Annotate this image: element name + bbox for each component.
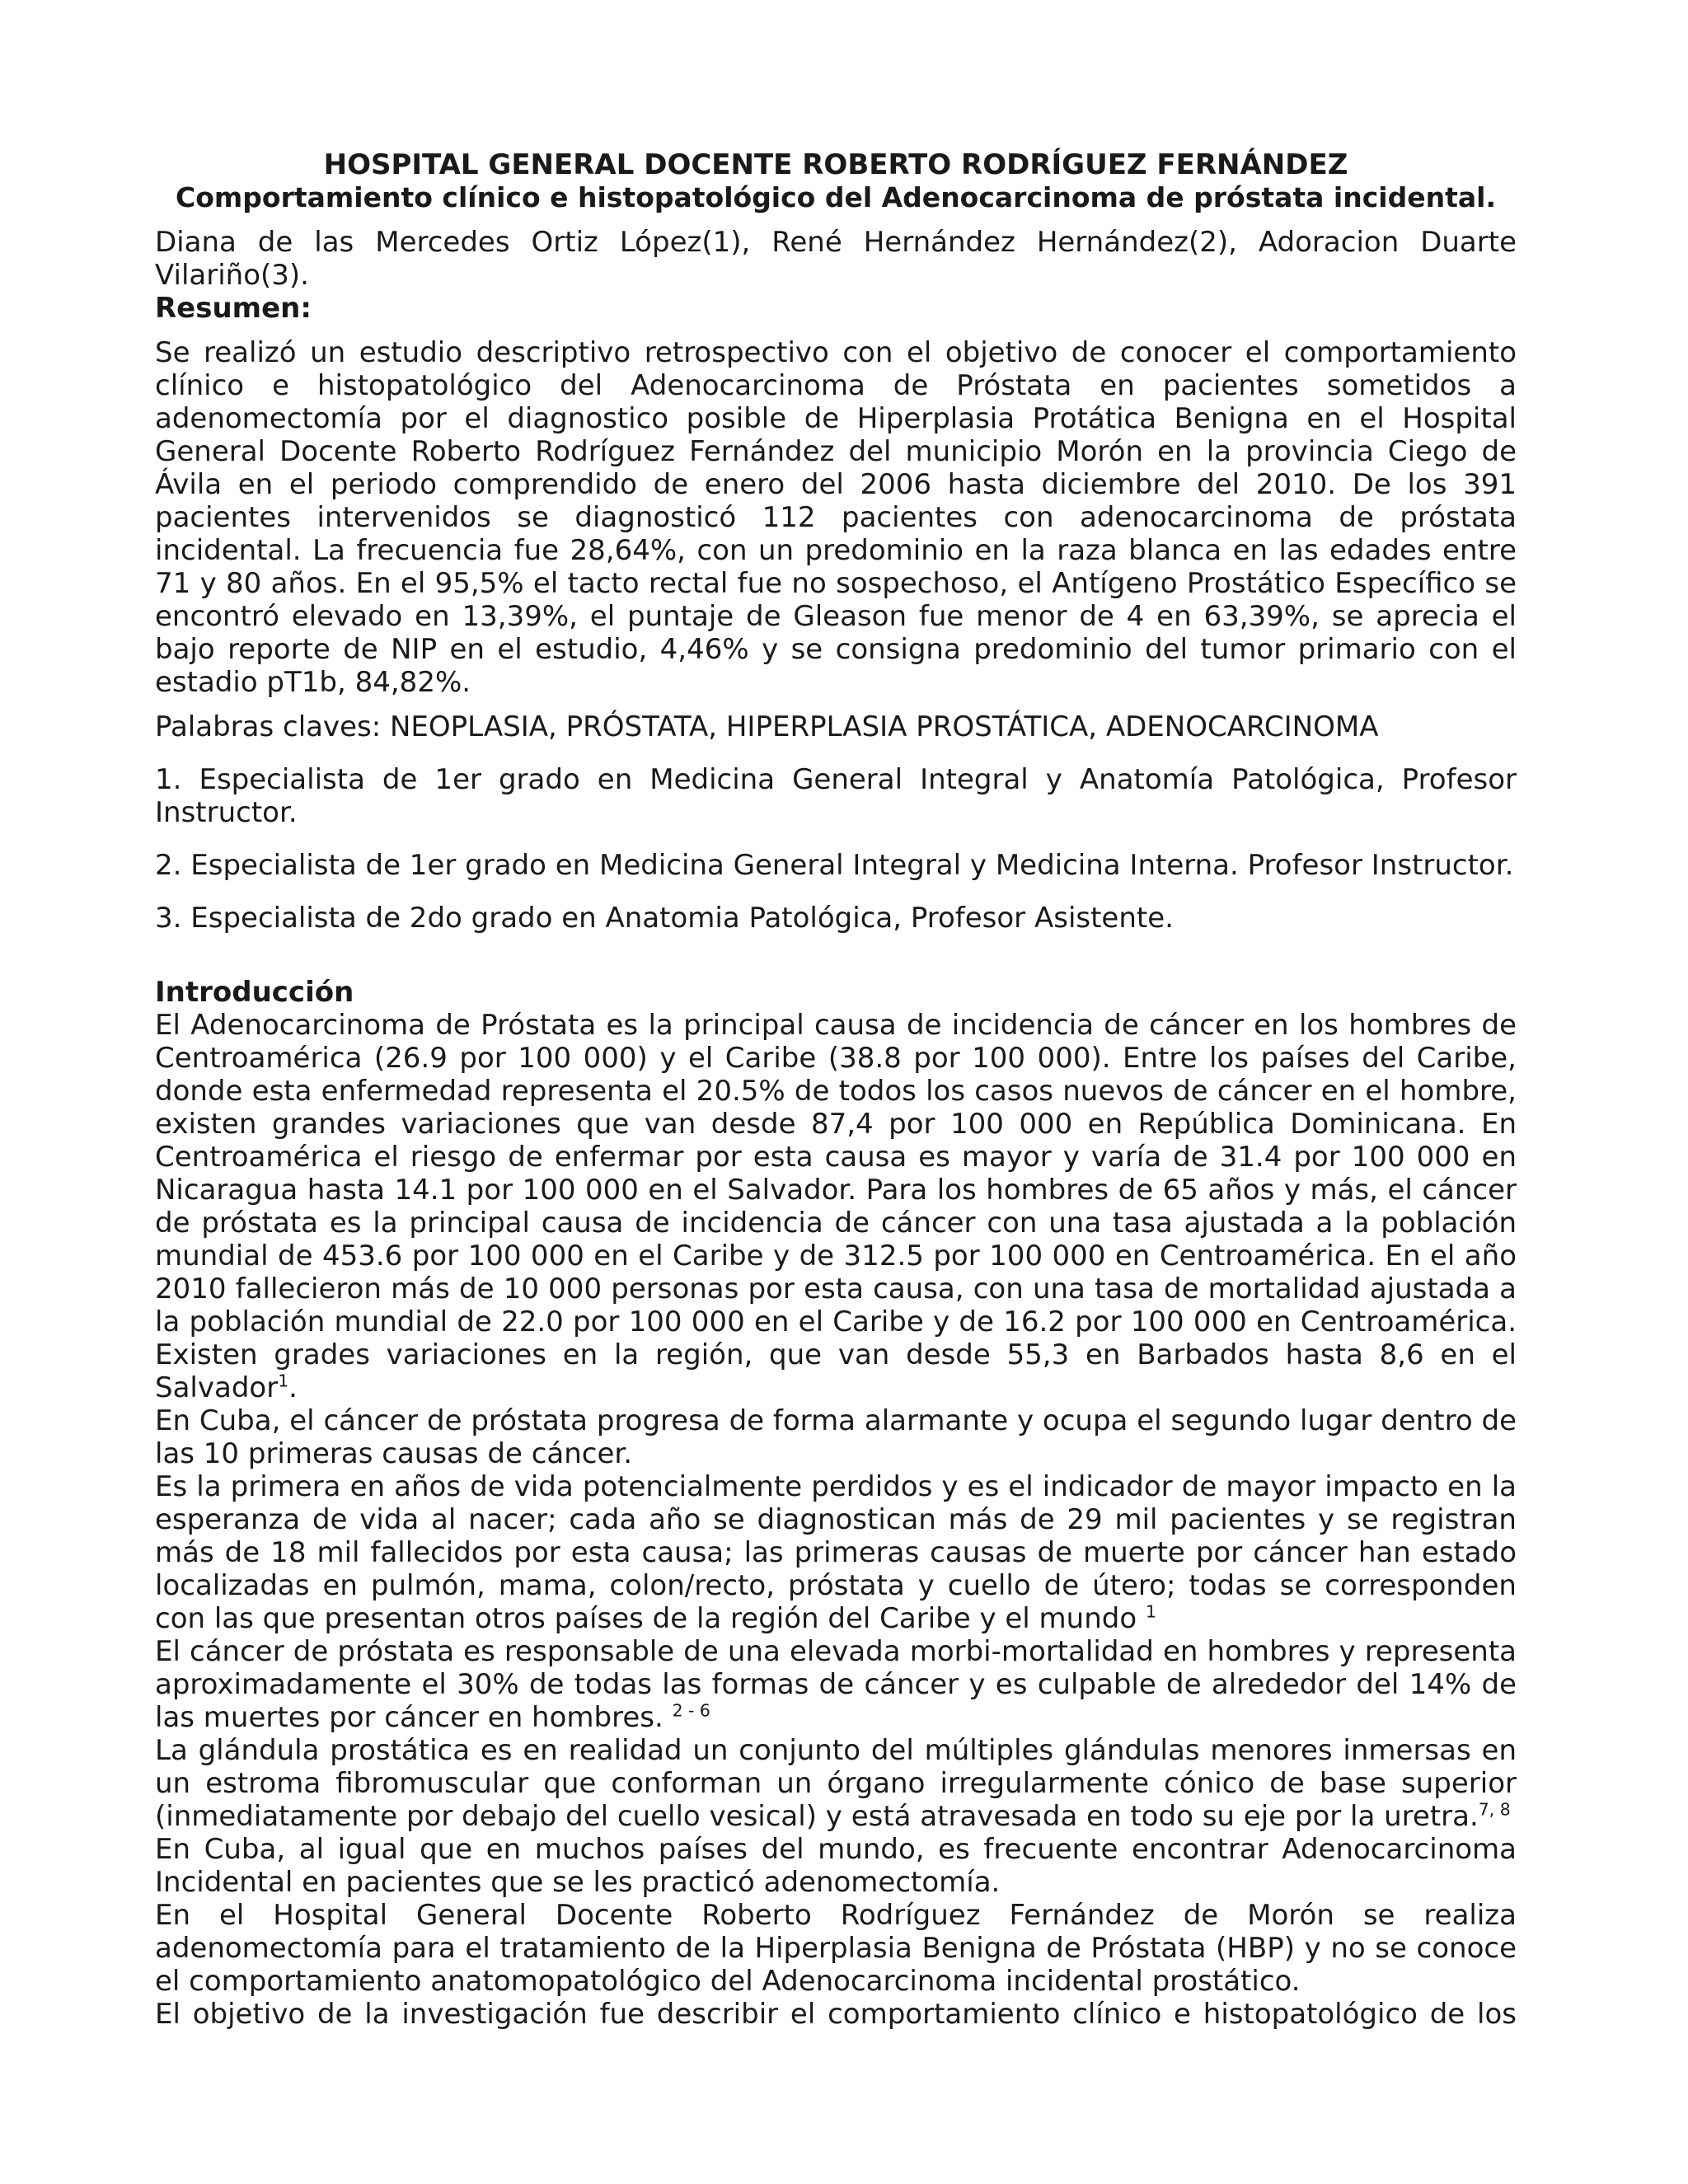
intro-paragraph-5 xyxy=(155,1734,1517,1833)
intro-paragraph-4-text: El cáncer de próstata es responsable de una elevada morbi-mortalidad en hombres y representa aproximadamente el 30% de todas las formas de cáncer y es culpable de alrededor del 14% de las muertes por cáncer en hombres. xyxy=(155,1635,1517,1734)
document-page xyxy=(155,148,1517,2031)
intro-paragraph-3 xyxy=(155,1470,1517,1635)
intro-heading: Introducción xyxy=(155,976,354,1009)
institution-heading: HOSPITAL GENERAL DOCENTE ROBERTO RODRÍGUEZ FERNÁNDEZ xyxy=(323,148,1348,181)
citation-ref: 7, 8 xyxy=(1478,1799,1511,1820)
paper-title: Comportamiento clínico e histopatológico del Adenocarcinoma de próstata incidental. xyxy=(176,181,1496,213)
intro-paragraph-4 xyxy=(155,1635,1517,1734)
keywords: Palabras claves: NEOPLASIA, PRÓSTATA, HIPERPLASIA PROSTÁTICA, ADENOCARCINOMA xyxy=(155,710,1379,743)
affiliation-3: 3. Especialista de 2do grado en Anatomia Patológica, Profesor Asistente. xyxy=(155,902,1174,935)
author-list: Diana de las Mercedes Ortiz López(1), René Hernández Hernández(2), Adoracion Duarte Vilariño(3). xyxy=(155,226,1517,292)
intro-paragraph-5-text: La glándula prostática es en realidad un conjunto del múltiples glándulas menores inmersas en un estroma fibromuscular que conforman un órgano irregularmente cónico de base superior (inmediatamente por debajo del cuello vesical) y está atravesada en todo su eje por la uretra. xyxy=(155,1734,1517,1833)
intro-paragraph-1-end: . xyxy=(288,1371,298,1404)
intro-paragraph-2: En Cuba, el cáncer de próstata progresa de forma alarmante y ocupa el segundo lugar dentro de las 10 primeras causas de cáncer. xyxy=(155,1404,1517,1470)
affiliation-1: 1. Especialista de 1er grado en Medicina General Integral y Anatomía Patológica, Profesor Instructor. xyxy=(155,763,1517,829)
intro-paragraph-7: En el Hospital General Docente Roberto Rodríguez Fernández de Morón se realiza adenomectomía para el tratamiento de la Hiperplasia Benigna de Próstata (HBP) y no se conoce el comportamiento anatomopatológico del Adenocarcinoma incidental prostático. xyxy=(155,1899,1517,1998)
citation-ref: 2 - 6 xyxy=(672,1700,710,1721)
intro-paragraph-1 xyxy=(155,1009,1517,1404)
abstract-heading: Resumen: xyxy=(155,292,312,325)
intro-paragraph-8: El objetivo de la investigación fue describir el comportamiento clínico e histopatológico de los xyxy=(155,1998,1517,2031)
abstract-text: Se realizó un estudio descriptivo retrospectivo con el objetivo de conocer el comportamiento clínico e histopatológico del Adenocarcinoma de Próstata en pacientes sometidos a adenomectomía por el diagnostico posible de Hiperplasia Protática Benigna en el Hospital General Docente Roberto Rodríguez Fernández del municipio Morón en la provincia Ciego de Ávila en el periodo comprendido de enero del 2006 hasta diciembre del 2010. De los 391 pacientes intervenidos se diagnosticó 112 pacientes con adenocarcinoma de próstata incidental. La frecuencia fue 28,64%, con un predominio en la raza blanca en las edades entre 71 y 80 años. En el 95,5% el tacto rectal fue no sospechoso, el Antígeno Prostático Específico se encontró elevado en 13,39%, el puntaje de Gleason fue menor de 4 en 63,39%, se aprecia el bajo reporte de NIP en el estudio, 4,46% y se consigna predominio del tumor primario con el estadio pT1b, 84,82%. xyxy=(155,336,1517,699)
intro-paragraph-3-text: Es la primera en años de vida potencialmente perdidos y es el indicador de mayor impacto en la esperanza de vida al nacer; cada año se diagnostican más de 29 mil pacientes y se registran más de 18 mil fallecidos por esta causa; las primeras causas de muerte por cáncer han estado localizadas en pulmón, mama, colon/recto, próstata y cuello de útero; todas se corresponden con las que presentan otros países de la región del Caribe y el mundo xyxy=(155,1470,1517,1635)
citation-ref: 1 xyxy=(278,1371,289,1391)
intro-paragraph-6: En Cuba, al igual que en muchos países del mundo, es frecuente encontrar Adenocarcinoma Incidental en pacientes que se les practicó adenomectomía. xyxy=(155,1833,1517,1899)
intro-paragraph-1-text: El Adenocarcinoma de Próstata es la principal causa de incidencia de cáncer en los hombres de Centroamérica (26.9 por 100 000) y el Caribe (38.8 por 100 000). Entre los países del Caribe, donde esta enfermedad representa el 20.5% de todos los casos nuevos de cáncer en el hombre, existen grandes variaciones que van desde 87,4 por 100 000 en República Dominicana. En Centroamérica el riesgo de enfermar por esta causa es mayor y varía de 31.4 por 100 000 en Nicaragua hasta 14.1 por 100 000 en el Salvador. Para los hombres de 65 años y más, el cáncer de próstata es la principal causa de incidencia de cáncer con una tasa ajustada a la población mundial de 453.6 por 100 000 en el Caribe y de 312.5 por 100 000 en Centroamérica. En el año 2010 fallecieron más de 10 000 personas por esta causa, con una tasa de mortalidad ajustada a la población mundial de 22.0 por 100 000 en el Caribe y de 16.2 por 100 000 en Centroamérica. Existen grades variaciones en la región, que van desde 55,3 en Barbados hasta 8,6 en el Salvador xyxy=(155,1009,1517,1404)
citation-ref: 1 xyxy=(1145,1601,1156,1622)
affiliation-2: 2. Especialista de 1er grado en Medicina General Integral y Medicina Interna. Profesor Instructor. xyxy=(155,849,1514,882)
